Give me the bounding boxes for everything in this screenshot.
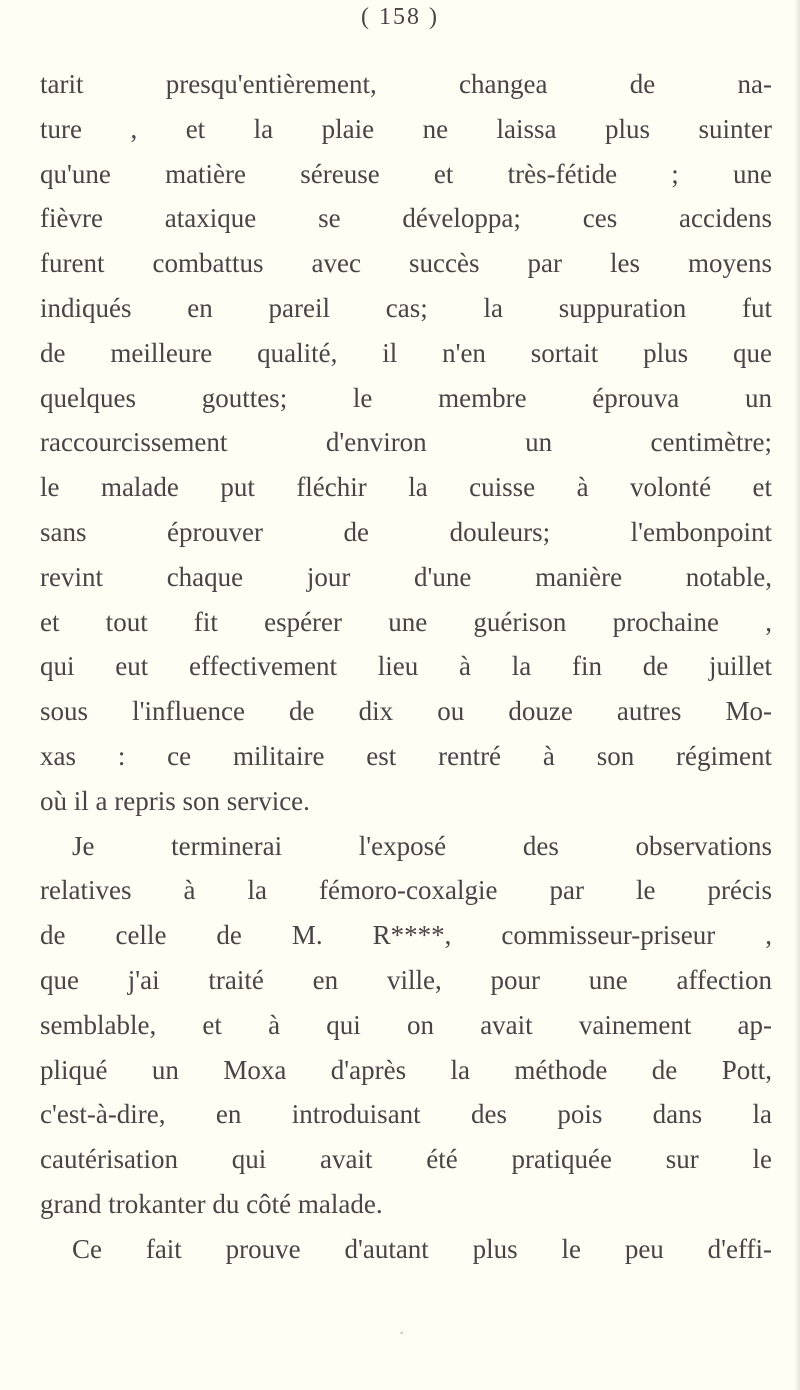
text-line: grand trokanter du côté malade. [40, 1188, 383, 1219]
text-line: sans éprouver de douleurs; l'embonpoint [40, 516, 772, 547]
text-line: c'est-à-dire, en introduisant des pois dans la [40, 1099, 772, 1130]
text-line: fièvre ataxique se développa; ces accidens [40, 203, 772, 234]
text-line: pliqué un Moxa d'après la méthode de Pott, [40, 1054, 772, 1085]
text-line: xas : ce militaire est rentré à son régiment [40, 740, 772, 771]
print-mark: ◦ [400, 1328, 404, 1339]
text-line: raccourcissement d'environ un centimètre; [40, 427, 772, 458]
text-line: indiqués en pareil cas; la suppuration fut [40, 292, 772, 323]
text-line: et tout fit espérer une guérison prochaine , [40, 606, 772, 637]
text-line: sous l'influence de dix ou douze autres Mo- [40, 696, 772, 727]
text-line: tarit presqu'entièrement, changea de na- [40, 69, 772, 99]
text-line: de celle de M. R****, commisseur-priseur , [40, 920, 772, 951]
text-line: revint chaque jour d'une manière notable, [40, 561, 772, 592]
text-line: quelques gouttes; le membre éprouva un [40, 382, 772, 413]
text-line: qu'une matière séreuse et très-fétide ; une [40, 158, 772, 189]
text-line: cautérisation qui avait été pratiquée sur le [40, 1144, 772, 1175]
text-line: où il a repris son service. [40, 785, 310, 816]
text-line: de meilleure qualité, il n'en sortait plus que [40, 337, 772, 368]
text-line: que j'ai traité en ville, pour une affection [40, 964, 772, 995]
text-line: le malade put fléchir la cuisse à volonté et [40, 472, 772, 503]
text-line: Ce fait prouve d'autant plus le peu d'effi- [72, 1233, 772, 1264]
page-number: ( 158 ) [361, 4, 439, 30]
text-line: ture , et la plaie ne laissa plus suinter [40, 113, 772, 144]
text-line: relatives à la fémoro-coxalgie par le précis [40, 875, 772, 906]
text-line: Je terminerai l'exposé des observations [72, 830, 772, 861]
text-line: qui eut effectivement lieu à la fin de juillet [40, 651, 772, 682]
body-text [40, 62, 772, 1272]
text-line: semblable, et à qui on avait vainement ap- [40, 1009, 772, 1040]
page-edge-shadow [794, 0, 800, 1390]
text-line: furent combattus avec succès par les moyens [40, 248, 772, 279]
